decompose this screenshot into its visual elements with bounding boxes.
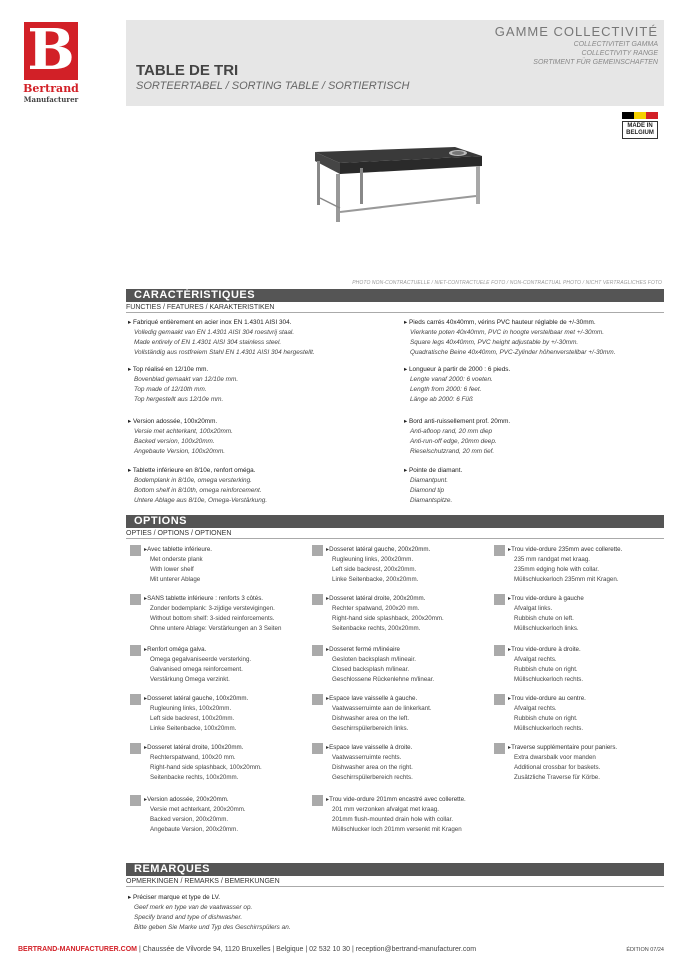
option-label: ▸ Espace lave vaisselle à droite. bbox=[326, 743, 491, 753]
option-text bbox=[144, 795, 309, 835]
remark-line: Specify brand and type of dishwasher. bbox=[134, 914, 243, 921]
feature-translation: Quadratische Beine 40x40mm, PVC-Zylinder höhenverstellbar +/-30mm. bbox=[410, 349, 616, 356]
option-text bbox=[326, 694, 491, 734]
features-subtitle: FUNCTIES / FEATURES / KARAKTERISTIKEN bbox=[126, 304, 664, 313]
option-text bbox=[508, 594, 673, 634]
feature-item bbox=[404, 365, 654, 405]
option-translation: Without bottom shelf: 3-sided reinforcements. bbox=[150, 615, 275, 622]
option-label: ▸ SANS tablette inférieure : renforts 3 côtés. bbox=[144, 594, 309, 604]
option-checkbox[interactable] bbox=[130, 594, 141, 605]
option-label: ▸ Dosseret latéral droite, 200x20mm. bbox=[326, 594, 491, 604]
remarks-block bbox=[128, 893, 528, 933]
option-translation: 201 mm verzonken afvalgat met kraag. bbox=[332, 806, 439, 813]
option-translation: Müllschluckerloch links. bbox=[514, 625, 579, 632]
option-translation: Left side backrest, 200x20mm. bbox=[332, 566, 417, 573]
feature-translation: Square legs 40x40mm, PVC height adjustable by +/-30mm. bbox=[410, 339, 579, 346]
option-translation: Geschlossene Rückenlehne m/linear. bbox=[332, 676, 435, 683]
option-text bbox=[144, 743, 309, 783]
range-line-nl: COLLECTIVITEIT GAMMA bbox=[573, 41, 658, 48]
page-subtitle: SORTEERTABEL / SORTING TABLE / SORTIERTISCH bbox=[136, 80, 410, 92]
remarks-subtitle: OPMERKINGEN / REMARKS / BEMERKUNGEN bbox=[126, 878, 664, 887]
option-translation: Afvalgat links. bbox=[514, 605, 553, 612]
feature-translation: Length from 2000: 6 feet. bbox=[410, 386, 482, 393]
option-text bbox=[326, 743, 491, 783]
option-checkbox[interactable] bbox=[312, 743, 323, 754]
remark-line: ▸ Préciser marque et type de LV. bbox=[128, 893, 528, 903]
feature-translation: Bottom shelf in 8/10th, omega reinforcement. bbox=[134, 487, 262, 494]
option-text bbox=[144, 645, 309, 685]
option-translation: Müllschlucker loch 201mm versenkt mit Kragen bbox=[332, 826, 462, 833]
option-label: ▸ Dosseret latéral gauche, 100x20mm. bbox=[144, 694, 309, 704]
made-in-belgium-badge bbox=[622, 112, 658, 139]
option-checkbox[interactable] bbox=[312, 594, 323, 605]
option-translation: Vaatwasserruimte rechts. bbox=[332, 754, 402, 761]
option-checkbox[interactable] bbox=[312, 645, 323, 656]
option-text bbox=[326, 645, 491, 685]
option-text bbox=[508, 645, 673, 685]
option-translation: Müllschluckerloch rechts. bbox=[514, 676, 584, 683]
option-translation: Rubbish chute on left. bbox=[514, 615, 574, 622]
feature-heading: ▸ Bord anti-ruissellement prof. 20mm. bbox=[404, 417, 654, 427]
page-title: TABLE DE TRI bbox=[136, 62, 239, 79]
option-label: ▸ Dosseret fermé m/linéaire bbox=[326, 645, 491, 655]
option-label: ▸ Dosseret latéral gauche, 200x20mm. bbox=[326, 545, 491, 555]
made-in-line1: MADE IN bbox=[627, 123, 653, 129]
option-translation: Rugleuning links, 200x20mm. bbox=[332, 556, 414, 563]
option-translation: Seitenbacke rechts, 100x20mm. bbox=[150, 774, 239, 781]
feature-translation: Bovenblad gemaakt van 12/10e mm. bbox=[134, 376, 239, 383]
option-translation: Closed backsplash m/linear. bbox=[332, 666, 410, 673]
option-translation: Right-hand side splashback, 200x20mm. bbox=[332, 615, 444, 622]
option-text bbox=[508, 545, 673, 585]
option-checkbox[interactable] bbox=[130, 743, 141, 754]
option-checkbox[interactable] bbox=[494, 594, 505, 605]
range-line-de: SORTIMENT FÜR GEMEINSCHAFTEN bbox=[533, 59, 658, 66]
option-checkbox[interactable] bbox=[494, 645, 505, 656]
range-title: GAMME COLLECTIVITÉ bbox=[494, 24, 658, 39]
feature-item bbox=[128, 466, 378, 506]
option-translation: Seitenbacke rechts, 200x20mm. bbox=[332, 625, 421, 632]
feature-translation: Lengte vanaf 2000: 6 voeten. bbox=[410, 376, 493, 383]
feature-translation: Anti-afloop rand, 20 mm diep bbox=[410, 428, 493, 435]
feature-item bbox=[404, 318, 654, 358]
features-title: CARACTÉRISTIQUES bbox=[126, 289, 664, 302]
photo-caption: PHOTO NON-CONTRACTUELLE / NIET-CONTRACTUELE FOTO / NON-CONTRACTUAL PHOTO / NICHT VERTRAGLICHES FOTO bbox=[352, 280, 662, 286]
feature-translation: Diamond tip bbox=[410, 487, 445, 494]
option-translation: Galvanised omega reinforcement. bbox=[150, 666, 243, 673]
made-in-line2: BELGIUM bbox=[626, 130, 654, 136]
option-translation: Rugleuning links, 100x20mm. bbox=[150, 705, 232, 712]
feature-translation: Top made of 12/10th mm. bbox=[134, 386, 207, 393]
option-label: ▸ Trou vide-ordure 235mm avec collerette. bbox=[508, 545, 673, 555]
feature-translation: Bodemplank in 8/10e, omega versterking. bbox=[134, 477, 252, 484]
feature-item bbox=[404, 417, 654, 457]
feature-heading: ▸ Top réalisé en 12/10e mm. bbox=[128, 365, 378, 375]
option-label: ▸ Trou vide-ordure à gauche bbox=[508, 594, 673, 604]
option-translation: Linke Seitenbacke, 200x20mm. bbox=[332, 576, 419, 583]
option-label: ▸ Traverse supplémentaire pour paniers. bbox=[508, 743, 673, 753]
option-translation: Geschirrspülerbereich links. bbox=[332, 725, 409, 732]
option-translation: Backed version, 200x20mm. bbox=[150, 816, 229, 823]
option-translation: Linke Seitenbacke, 100x20mm. bbox=[150, 725, 237, 732]
feature-translation: Diamantspitze. bbox=[410, 497, 453, 504]
option-translation: Müllschluckerloch 235mm mit Kragen. bbox=[514, 576, 619, 583]
logo-letter: B bbox=[27, 17, 75, 83]
option-translation: Extra dwarsbalk voor manden bbox=[514, 754, 596, 761]
option-label: ▸ Trou vide-ordure au centre. bbox=[508, 694, 673, 704]
option-translation: Rubbish chute on right. bbox=[514, 715, 578, 722]
feature-item bbox=[128, 318, 378, 358]
feature-heading: ▸ Version adossée, 100x20mm. bbox=[128, 417, 378, 427]
option-translation: Additional crossbar for baskets. bbox=[514, 764, 601, 771]
option-translation: Dishwasher area on the left. bbox=[332, 715, 410, 722]
remarks-title: REMARQUES bbox=[126, 863, 664, 876]
option-translation: Mit unterer Ablage bbox=[150, 576, 201, 583]
option-checkbox[interactable] bbox=[312, 545, 323, 556]
footer bbox=[18, 946, 664, 953]
option-text bbox=[144, 545, 309, 585]
option-translation: Verstärkung Omega verzinkt. bbox=[150, 676, 230, 683]
bertrand-logo bbox=[18, 17, 84, 104]
option-text bbox=[326, 795, 491, 835]
made-in-text bbox=[622, 121, 658, 139]
option-translation: Dishwasher area on the right. bbox=[332, 764, 413, 771]
logo-brand: Bertrand bbox=[23, 82, 79, 95]
option-translation: With lower shelf bbox=[150, 566, 194, 573]
option-translation: 201mm flush-mounted drain hole with collar. bbox=[332, 816, 454, 823]
options-subtitle: OPTIES / OPTIONS / OPTIONEN bbox=[126, 530, 664, 539]
option-translation: 235mm edging hole with collar. bbox=[514, 566, 599, 573]
option-translation: Rubbish chute on right. bbox=[514, 666, 578, 673]
option-label: ▸ Trou vide-ordure à droite. bbox=[508, 645, 673, 655]
logo-tagline: Manufacturer bbox=[23, 95, 79, 104]
option-translation: Zusätzliche Traverse für Körbe. bbox=[514, 774, 600, 781]
feature-heading: ▸ Fabriqué entièrement en acier inox EN 1.4301 AISI 304. bbox=[128, 318, 378, 328]
option-translation: Versie met achterkant, 200x20mm. bbox=[150, 806, 246, 813]
option-checkbox[interactable] bbox=[130, 645, 141, 656]
feature-translation: Top hergestellt aus 12/10e mm. bbox=[134, 396, 224, 403]
option-checkbox[interactable] bbox=[130, 694, 141, 705]
feature-translation: Angebaute Version, 100x20mm. bbox=[134, 448, 226, 455]
option-translation: Ohne untere Ablage: Verstärkungen an 3 Seiten bbox=[150, 625, 282, 632]
edition-label: ÉDITION 07/24 bbox=[626, 947, 664, 953]
option-translation: Met onderste plank bbox=[150, 556, 203, 563]
feature-translation: Länge ab 2000: 6 Füß bbox=[410, 396, 473, 403]
feature-item bbox=[404, 466, 654, 506]
option-translation: Right-hand side splashback, 100x20mm. bbox=[150, 764, 262, 771]
option-translation: Gesloten backsplash m/lineair. bbox=[332, 656, 416, 663]
feature-translation: Volledig gemaakt van EN 1.4301 AISI 304 roestvrij staal. bbox=[134, 329, 295, 336]
option-text bbox=[326, 594, 491, 634]
option-text bbox=[508, 694, 673, 734]
option-translation: Müllschluckerloch rechts. bbox=[514, 725, 584, 732]
option-translation: Afvalgat rechts. bbox=[514, 705, 557, 712]
feature-translation: Rieselschutzrand, 20 mm tief. bbox=[410, 448, 495, 455]
option-label: ▸ Renfort oméga galva. bbox=[144, 645, 309, 655]
feature-translation: Anti-run-off edge, 20mm deep. bbox=[410, 438, 497, 445]
option-translation: Rechterspatwand, 100x20 mm. bbox=[150, 754, 236, 761]
option-checkbox[interactable] bbox=[130, 795, 141, 806]
feature-item bbox=[128, 365, 378, 405]
feature-translation: Vollständig aus rostfreiem Stahl EN 1.4301 AISI 304 hergestellt. bbox=[134, 349, 315, 356]
feature-translation: Vierkante poten 40x40mm, PVC in hoogte verstelbaar met +/-30mm. bbox=[410, 329, 605, 336]
option-translation: Afvalgat rechts. bbox=[514, 656, 557, 663]
remark-line: Geef merk en type van de vaatwasser op. bbox=[134, 904, 253, 911]
option-text bbox=[508, 743, 673, 783]
option-translation: Vaatwasserruimte aan de linkerkant. bbox=[332, 705, 432, 712]
option-checkbox[interactable] bbox=[312, 795, 323, 806]
option-translation: Angebaute Version, 200x20mm. bbox=[150, 826, 239, 833]
option-text bbox=[144, 694, 309, 734]
option-translation: 235 mm randgat met kraag. bbox=[514, 556, 591, 563]
feature-heading: ▸ Pointe de diamant. bbox=[404, 466, 654, 476]
belgium-flag-icon bbox=[622, 112, 658, 119]
option-label: ▸ Trou vide-ordure 201mm encastré avec collerette. bbox=[326, 795, 491, 805]
feature-heading: ▸ Longueur à partir de 2000 : 6 pieds. bbox=[404, 365, 654, 375]
option-checkbox[interactable] bbox=[494, 743, 505, 754]
option-translation: Geschirrspülerbereich rechts. bbox=[332, 774, 413, 781]
option-translation: Rechter spatwand, 200x20 mm. bbox=[332, 605, 420, 612]
feature-translation: Untere Ablage aus 8/10e, Omega-Verstärkung. bbox=[134, 497, 268, 504]
feature-item bbox=[128, 417, 378, 457]
option-text bbox=[326, 545, 491, 585]
footer-contact: | Chaussée de Vilvorde 94, 1120 Bruxelles | Belgique | 02 532 10 30 | reception@bertrand-manufacturer.com bbox=[137, 946, 477, 953]
feature-translation: Made entirely of EN 1.4301 AISI 304 stainless steel. bbox=[134, 339, 282, 346]
feature-translation: Versie met achterkant, 100x20mm. bbox=[134, 428, 233, 435]
option-label: ▸ Version adossée, 200x20mm. bbox=[144, 795, 309, 805]
range-line-en: COLLECTIVITY RANGE bbox=[581, 50, 658, 57]
feature-heading: ▸ Tablette inférieure en 8/10e, renfort oméga. bbox=[128, 466, 378, 476]
sorting-table-photo bbox=[300, 130, 500, 240]
option-text bbox=[144, 594, 309, 634]
options-title: OPTIONS bbox=[126, 515, 664, 528]
option-translation: Omega gegalvaniseerde versterking. bbox=[150, 656, 252, 663]
footer-website-link[interactable]: BERTRAND-MANUFACTURER.COM bbox=[18, 946, 137, 953]
remark-line: Bitte geben Sie Marke und Typ des Geschirrspülers an. bbox=[134, 924, 291, 931]
option-label: ▸ Dosseret latéral droite, 100x20mm. bbox=[144, 743, 309, 753]
option-checkbox[interactable] bbox=[130, 545, 141, 556]
feature-heading: ▸ Pieds carrés 40x40mm, vérins PVC hauteur réglable de +/-30mm. bbox=[404, 318, 654, 328]
option-checkbox[interactable] bbox=[312, 694, 323, 705]
option-checkbox[interactable] bbox=[494, 545, 505, 556]
option-checkbox[interactable] bbox=[494, 694, 505, 705]
option-label: ▸ Espace lave vaisselle à gauche. bbox=[326, 694, 491, 704]
option-translation: Left side backrest, 100x20mm. bbox=[150, 715, 235, 722]
option-label: ▸ Avec tablette inférieure. bbox=[144, 545, 309, 555]
option-translation: Zonder bodemplank: 3-zijdige verstevigingen. bbox=[150, 605, 275, 612]
feature-translation: Diamantpunt. bbox=[410, 477, 449, 484]
feature-translation: Backed version, 100x20mm. bbox=[134, 438, 215, 445]
